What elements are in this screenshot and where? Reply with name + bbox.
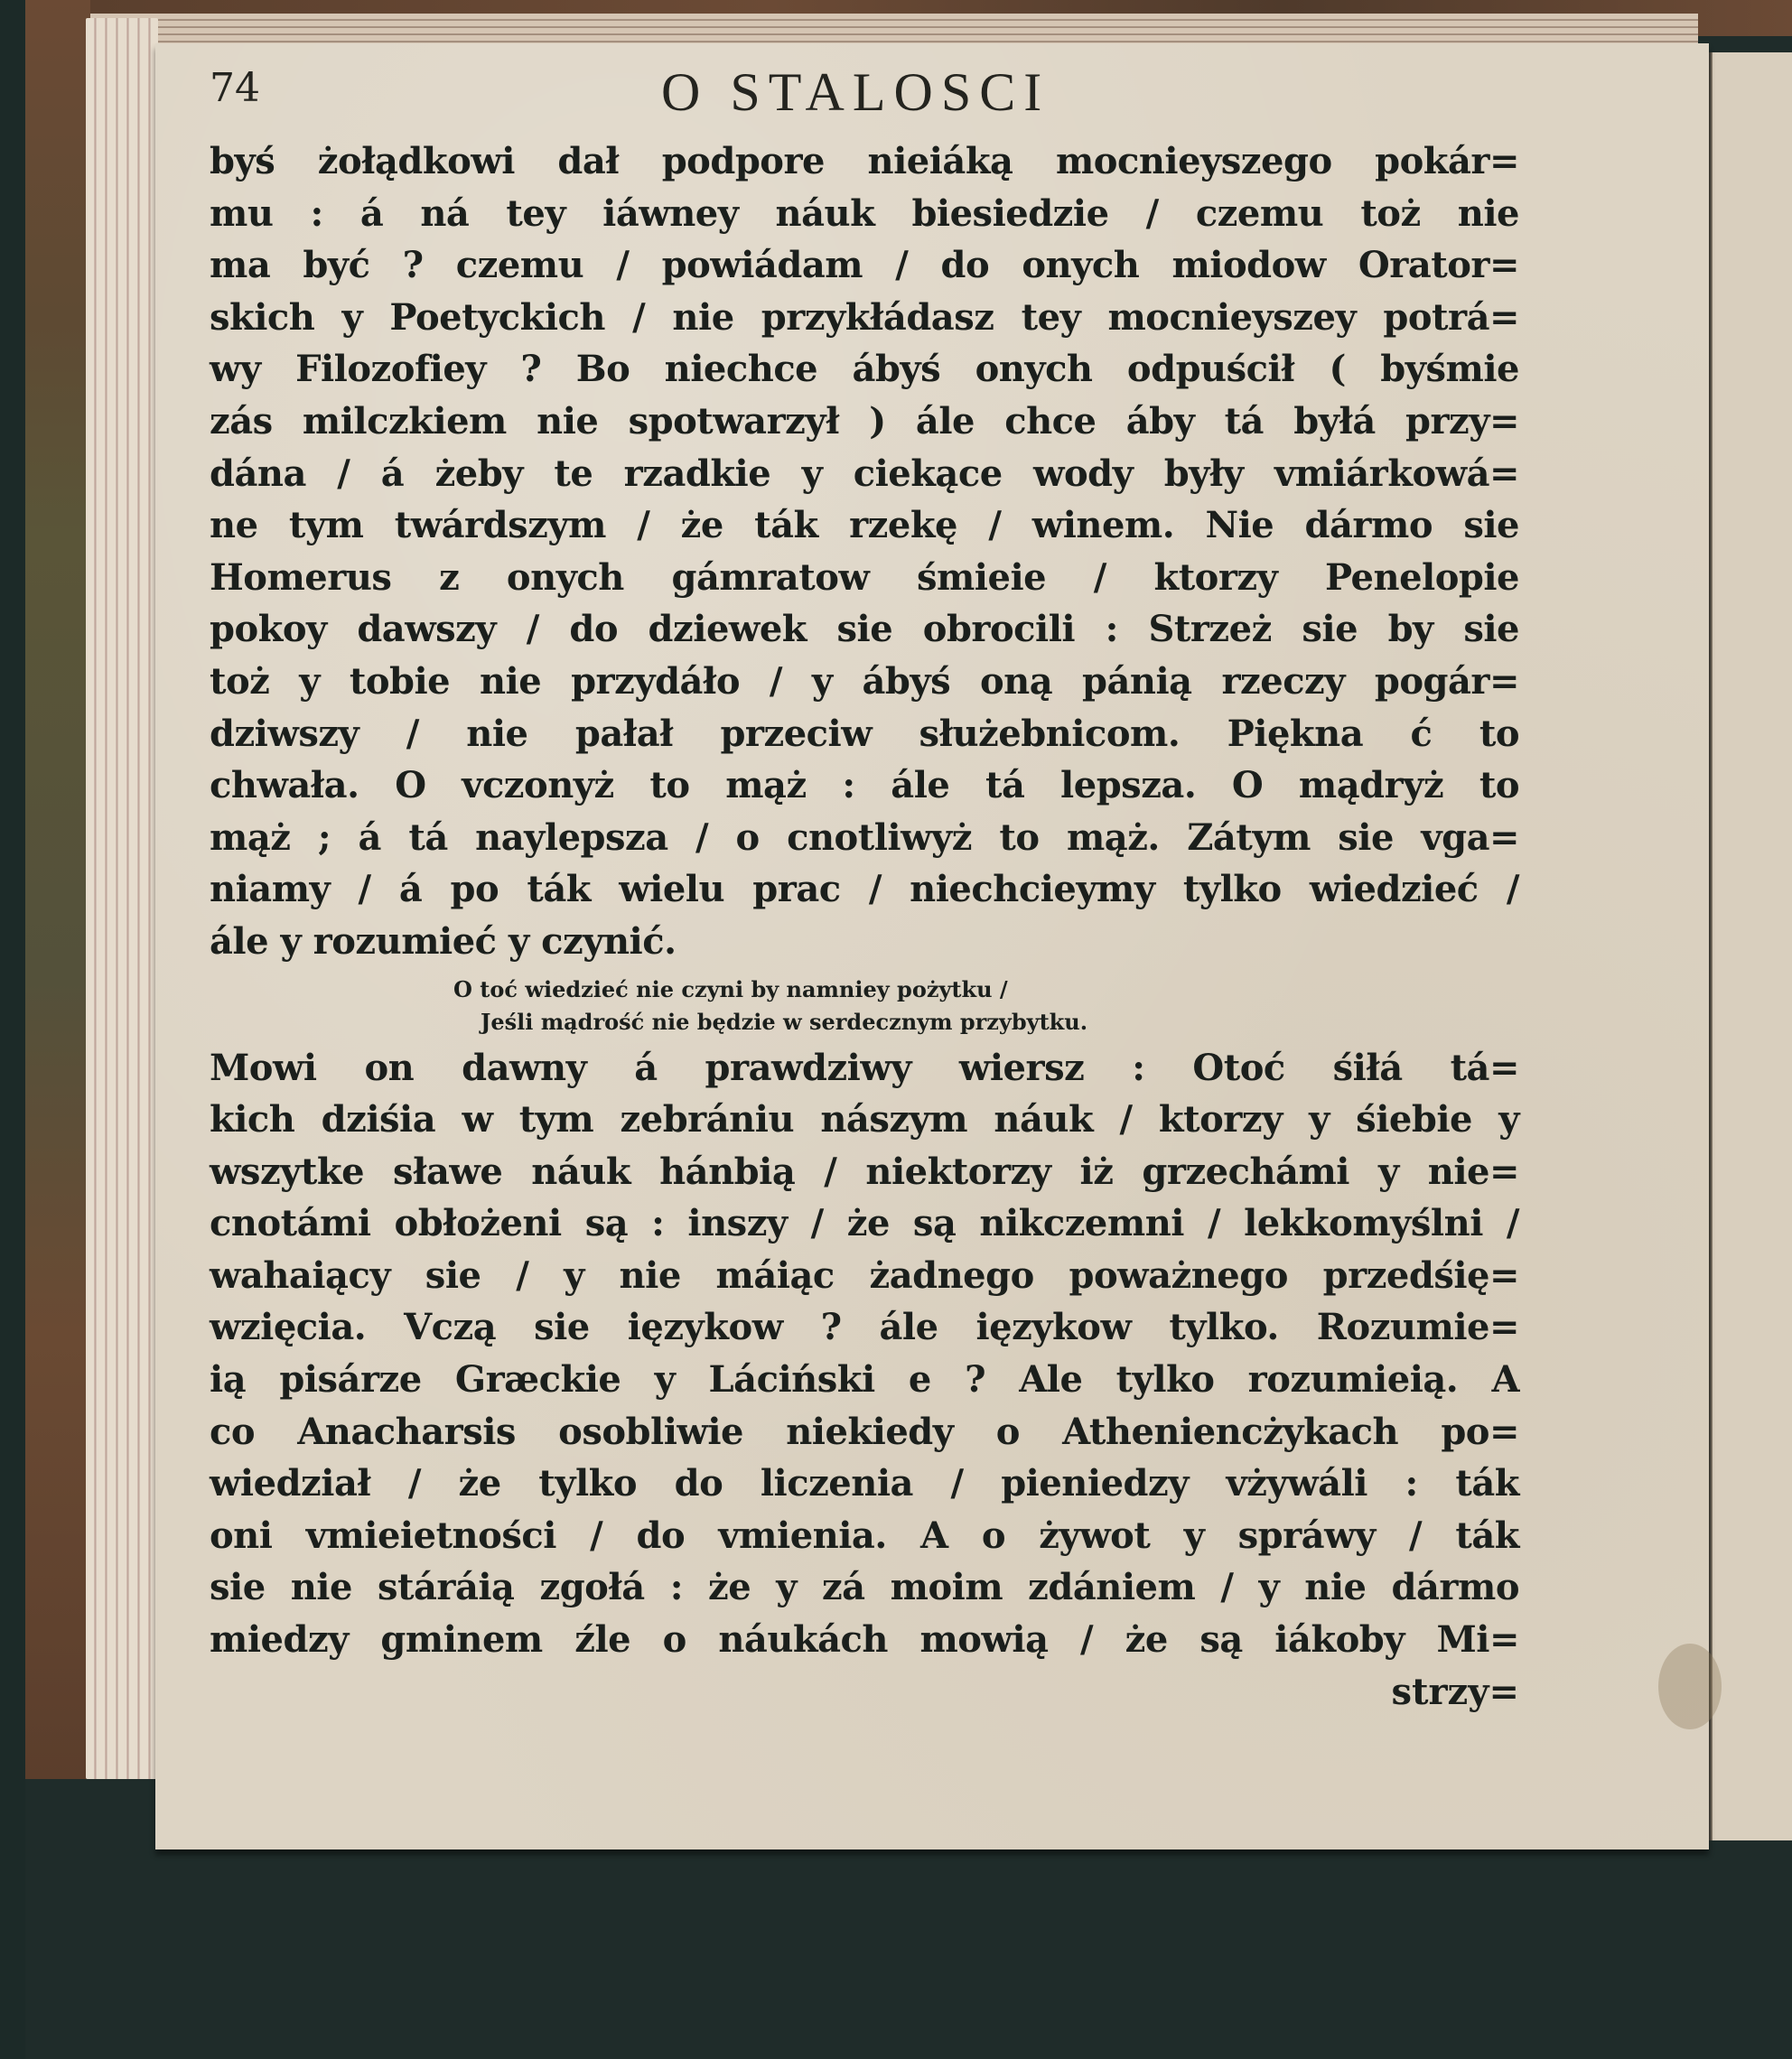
text-line: Mowi on dawny á prawdziwy wiersz : Otoć śiłá tá=: [210, 1046, 1519, 1089]
text-line: cnotámi obłożeni są : inszy / że są nikczemni / lekkomyślni /: [210, 1202, 1519, 1245]
text-line: wiedział / że tylko do liczenia / pieniedzy vżywáli : ták: [210, 1462, 1519, 1505]
page-text: [210, 62, 1519, 1718]
facing-page: [1713, 52, 1792, 1840]
text-line: dziwszy / nie pałał przeciw służebnicom. Piękna ć to: [210, 712, 1519, 755]
text-line: mu : á ná tey iáwney náuk biesiedzie / czemu toż nie: [210, 191, 1519, 235]
text-line: wahaiący sie / y nie máiąc żadnego poważnego przedśię=: [210, 1253, 1519, 1297]
text-line: ią pisárze Græckie y Láciński e ? Ale tylko rozumieią. A: [210, 1358, 1519, 1402]
paragraph-2: [210, 1042, 1519, 1666]
text-line: kich dziśia w tym zebrániu nászym náuk / ktorzy y śiebie y: [210, 1098, 1519, 1141]
text-line: byś żołądkowi dał podpore nieiáką mocnieyszego pokár=: [210, 140, 1519, 182]
text-line: sie nie stáráią zgołá : że y zá moim zdániem / y nie dármo: [210, 1566, 1519, 1609]
text-line: zás milczkiem nie spotwarzył ) ále chce áby tá byłá przy=: [210, 399, 1519, 443]
text-line: wszytke sławe náuk hánbią / niektorzy iż grzechámi y nie=: [210, 1150, 1519, 1193]
text-line: niamy / á po ták wielu prac / niechcieymy tylko wiedzieć /: [210, 868, 1519, 911]
text-line: miedzy gminem źle o náukách mowią / że są iákoby Mi=: [210, 1618, 1519, 1662]
text-line: ne tym twárdszym / że ták rzekę / winem. Nie dármo sie: [210, 504, 1519, 547]
verse-line: Jeśli mądrość nie będzie w serdecznym przybytku.: [481, 1008, 1088, 1035]
text-line: toż y tobie nie przydáło / y ábyś oną pánią rzeczy pogár=: [210, 659, 1519, 703]
background-left: [0, 0, 25, 2059]
text-line: mąż ; á tá naylepsza / o cnotliwyż to mąż. Zátym sie vga=: [210, 815, 1519, 859]
text-line: oni vmieietności / do vmienia. A o żywot y spráwy / ták: [210, 1514, 1519, 1557]
text-line: wy Filozofiey ? Bo niechce ábyś onych odpuścił ( byśmie: [210, 348, 1519, 391]
verse-line: O toć wiedzieć nie czyni by namniey pożytku /: [453, 975, 1008, 1002]
stain-mark: [1658, 1644, 1722, 1729]
text-line: chwała. O vczonyż to mąż : ále tá lepsza. O mądryż to: [210, 764, 1519, 807]
running-title: O STALOSCI: [661, 62, 1050, 122]
paragraph-1: [210, 135, 1519, 968]
page-number: 74: [210, 65, 260, 111]
text-line: ále y rozumieć y czynić.: [210, 919, 677, 963]
catchword: strzy=: [1391, 1670, 1519, 1713]
text-line: skich y Poetyckich / nie przykłádasz tey mocnieyszey potrá=: [210, 295, 1519, 339]
text-line: wzięcia. Vczą sie ięzykow ? ále ięzykow tylko. Rozumie=: [210, 1306, 1519, 1349]
text-line: ma być ? czemu / powiádam / do onych miodow Orator=: [210, 244, 1519, 287]
text-line: co Anacharsis osobliwie niekiedy o Atheniencżykach po=: [210, 1410, 1519, 1453]
text-line: dána / á żeby te rzadkie y ciekące wody były vmiárkowá=: [210, 452, 1519, 495]
text-line: pokoy dawszy / do dziewek sie obrocili : Strzeż sie by sie: [210, 608, 1519, 651]
page-edges-left: [86, 18, 158, 1779]
page-header: [210, 62, 1519, 135]
text-line: Homerus z onych gámratow śmieie / ktorzy Penelopie: [210, 555, 1519, 599]
verse-quotation: [210, 974, 1519, 1039]
